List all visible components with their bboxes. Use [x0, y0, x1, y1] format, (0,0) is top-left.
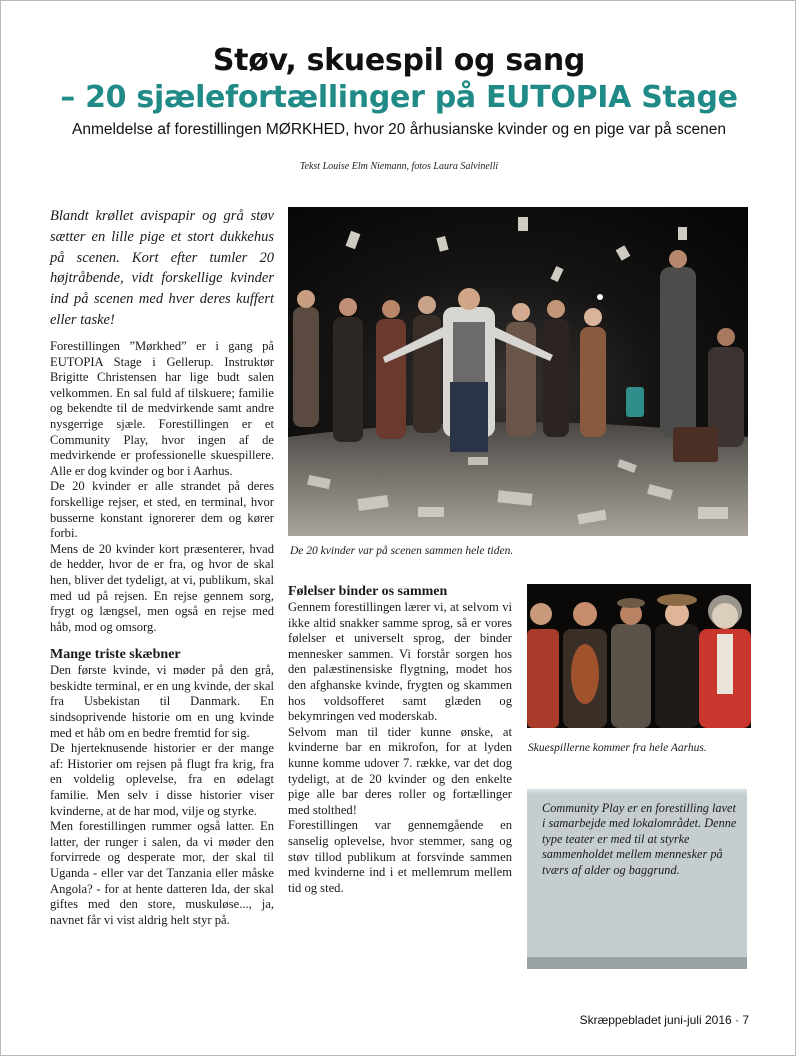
body-paragraph: De hjerteknusende historier er der mange af: Historier om rejsen på flugt fra krig, fra en voldelig oplevelse, fra en ødelagt familie. Men selv i disse historier viser kvinderne, at de har mod, vilje og styrke. — [50, 741, 274, 818]
body-paragraph: De 20 kvinder er alle strandet på deres forskellige rejser, et sted, en terminal, hvor busserne konstant ignorerer dem og kører forbi. — [50, 479, 274, 541]
body-paragraph: Men forestillingen rummer også latter. En latter, der runger i salen, da vi møder den forvirrede og desperate mor, der skal til Uganda - eller var det Tanzania eller måske Angola? - for at hente datteren Ida, der skal giftes med den store, muskuløse..., ja, navnet får vi vist aldrig helt styr på. — [50, 819, 274, 927]
body-column-2 — [288, 584, 512, 896]
body-paragraph: Forestillingen var gennemgående en sanselig oplevelse, hvor stemmer, sang og støv tillod publikum at forsvinde sammen med kvinderne ind i et mellemrum mellem tid og sted. — [288, 818, 512, 895]
stage-photo — [288, 207, 748, 536]
main-photo-caption: De 20 kvinder var på scenen sammen hele tiden. — [290, 545, 514, 557]
byline: Tekst Louise Elm Niemann, fotos Laura Salvinelli — [299, 161, 499, 172]
section-heading: Mange triste skæbner — [50, 647, 181, 663]
small-photo-caption: Skuespillerne kommer fra hele Aarhus. — [528, 742, 707, 754]
article-subtitle: Anmeldelse af forestillingen MØRKHED, hvor 20 århusianske kvinder og en pige var på scenen — [72, 121, 726, 138]
body-paragraph: Gennem forestillingen lærer vi, at selvom vi ikke altid snakker samme sprog, så er vores følelser et universelt sprog, der binder mennesker sammen. Vi forstår sorgen hos den palæstinensiske flygtning, modet hos den afghanske kvinde, frygten og skammen hos voldsofferet samt glæden og bekymringen ved moderskab. — [288, 600, 512, 724]
factbox-bottom-bar — [527, 957, 747, 969]
factbox-top-shade — [527, 789, 747, 795]
factbox — [527, 789, 747, 969]
body-column-1 — [50, 339, 274, 928]
intro-paragraph: Blandt krøllet avispapir og grå støv sætter en lille pige et stort dukkehus på scenen. Kort efter tumler 20 højtråbende, vidt forskellige kvinder ind på scenen med hver deres kuffert eller taske! — [50, 208, 274, 328]
body-paragraph: Selvom man til tider kunne ønske, at kvinderne bar en mikrofon, for at lyden kunne komme udover 7. række, var det dog tydeligt, at de 20 kvinder og den enkelte pige alle bar deres roller og fortællinger med stolthed! — [288, 724, 512, 817]
page-footer: Skræppebladet juni-juli 2016 · 7 — [579, 1013, 749, 1027]
article-title-subline: – 20 sjælefortællinger på EUTOPIA Stage — [60, 80, 738, 115]
body-paragraph: Forestillingen ”Mørkhed” er i gang på EUTOPIA Stage i Gellerup. Instruktør Brigitte Christensen har lige budt salen velkommen. En sal fuld af tilskuere; familie og bekendte til de medvirkende samt andre nysgerrige sjæle. Forestillingen er et Community Play, hvor ingen af de medvirkende er professionelle skuespillere. Alle er dog kvinder og bor i Aarhus. — [50, 339, 274, 478]
article-title: Støv, skuespil og sang — [212, 43, 586, 78]
body-paragraph: Mens de 20 kvinder kort præsenterer, hvad de hedder, hvor de er fra, og hvor de skal hen, bliver det tydeligt, at vi, publikum, skal med ud på rejsen. En rejse gennem sorg, frygt og længsel, men også en rejse med håb, mod og omsorg. — [50, 541, 274, 634]
factbox-text: Community Play er en forestilling lavet i samarbejde med lokalområdet. Denne type teater er med til at styrke sammenholdet mellem mennesker på tværs af alder og baggrund. — [542, 801, 737, 877]
actors-photo — [527, 584, 751, 728]
section-heading: Følelser binder os sammen — [288, 584, 448, 599]
body-paragraph: Den første kvinde, vi møder på den grå, beskidte terminal, er en ung kvinde, der skal fra Usbekistan til Danmark. En sindsoprivende historie om en ung kvinde med et håb om en bedre fremtid for sig. — [50, 663, 274, 740]
